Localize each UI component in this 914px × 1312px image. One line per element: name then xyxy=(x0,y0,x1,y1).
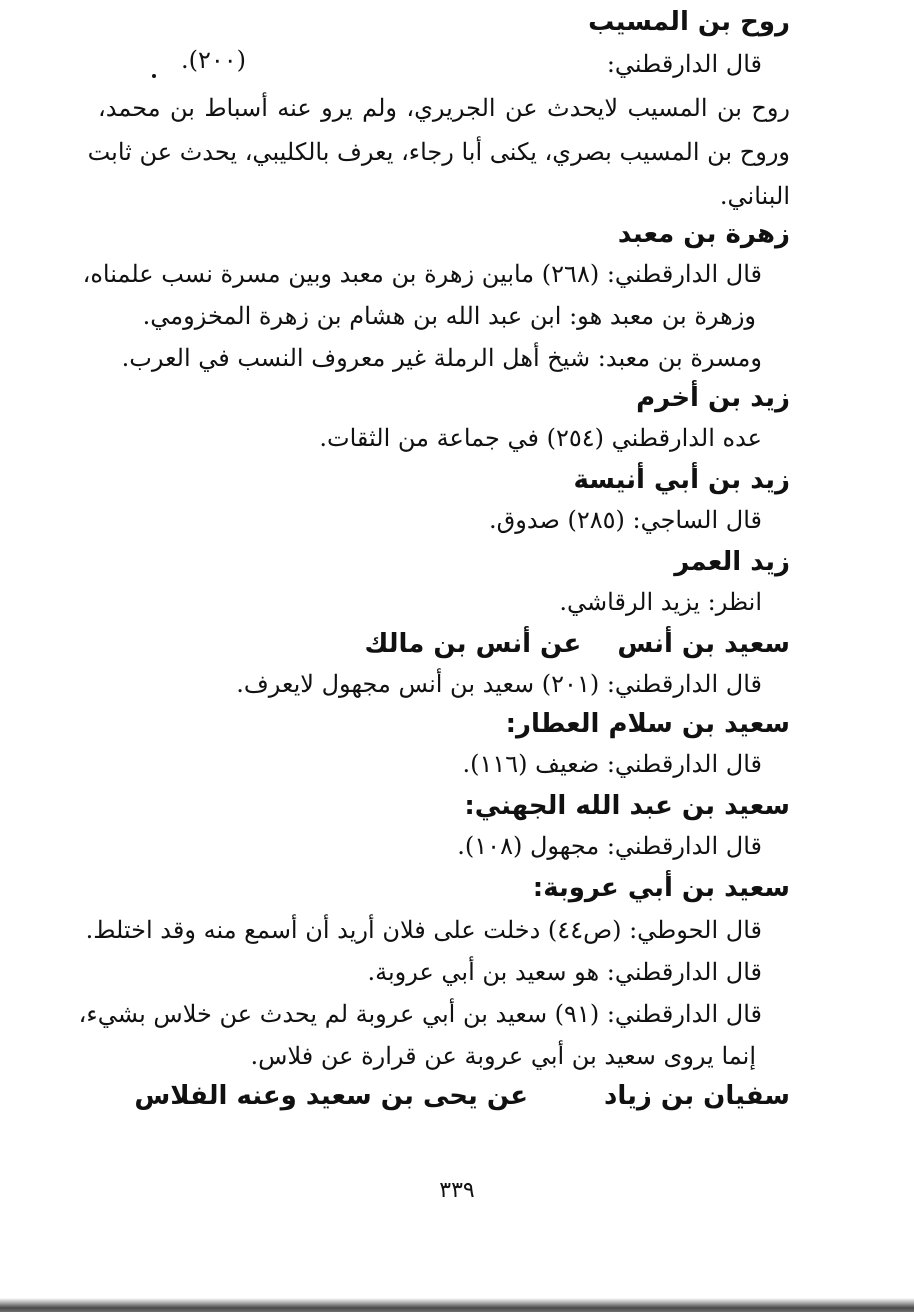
entry-line: البناني. xyxy=(719,182,790,210)
entry-line: قال الدارقطني: (٢٦٨) مابين زهرة بن معبد وبين مسرة نسب علمناه، xyxy=(82,260,762,288)
entry-line: قال الدارقطني: xyxy=(606,50,762,78)
entry-heading: سعيد بن سلام العطار: xyxy=(505,709,790,739)
entry-line: قال الدارقطني: (٩١) سعيد بن أبي عروبة لم يحدث عن خلاس بشيء، xyxy=(78,1000,762,1028)
entry-heading: سعيد بن أبي عروبة: xyxy=(532,873,790,903)
entry-line: قال الدارقطني: ضعيف (١١٦). xyxy=(462,750,762,778)
scan-speck xyxy=(152,74,156,78)
page-number: ٣٣٩ xyxy=(439,1178,475,1203)
entry-heading: روح بن المسيب xyxy=(588,7,790,37)
entry-line: وزهرة بن معبد هو: ابن عبد الله بن هشام بن زهرة المخزومي. xyxy=(142,302,756,330)
entry-heading: زيد بن أخرم xyxy=(636,383,790,413)
entry-line: قال الدارقطني: مجهول (١٠٨). xyxy=(457,832,762,860)
entry-line: إنما يروى سعيد بن أبي عروبة عن قرارة عن فلاس. xyxy=(250,1042,756,1070)
entry-heading-note: عن يحى بن سعيد وعنه الفلاس xyxy=(134,1081,528,1111)
entry-line: قال الساجي: (٢٨٥) صدوق. xyxy=(489,506,762,534)
entry-line: (٢٠٠). xyxy=(180,46,246,74)
entry-line: انظر: يزيد الرقاشي. xyxy=(559,588,762,616)
entry-heading: سعيد بن أنس عن أنس بن مالك xyxy=(364,629,790,659)
entry-line: وروح بن المسيب بصري، يكنى أبا رجاء، يعرف بالكليبي، يحدث عن ثابت xyxy=(87,138,790,166)
entry-heading: سفيان بن زياد xyxy=(604,1081,790,1111)
entry-line: قال الدارقطني: هو سعيد بن أبي عروبة. xyxy=(367,958,762,986)
entry-heading: سعيد بن عبد الله الجهني: xyxy=(464,791,790,821)
entry-heading: زيد بن أبي أنيسة xyxy=(573,465,790,495)
entry-line: عده الدارقطني (٢٥٤) في جماعة من الثقات. xyxy=(319,424,762,452)
entry-line: روح بن المسيب لايحدث عن الجريري، ولم يرو عنه أسباط بن محمد، xyxy=(98,94,790,122)
entry-line: قال الحوطي: (ص٤٤) دخلت على فلان أريد أن أسمع منه وقد اختلط. xyxy=(85,916,762,944)
entry-line: ومسرة بن معبد: شيخ أهل الرملة غير معروف النسب في العرب. xyxy=(121,344,762,372)
entry-line: قال الدارقطني: (٢٠١) سعيد بن أنس مجهول لايعرف. xyxy=(236,670,762,698)
scan-edge xyxy=(0,1298,914,1312)
entry-heading: زيد العمر xyxy=(674,547,790,577)
entry-heading: زهرة بن معبد xyxy=(617,219,790,249)
